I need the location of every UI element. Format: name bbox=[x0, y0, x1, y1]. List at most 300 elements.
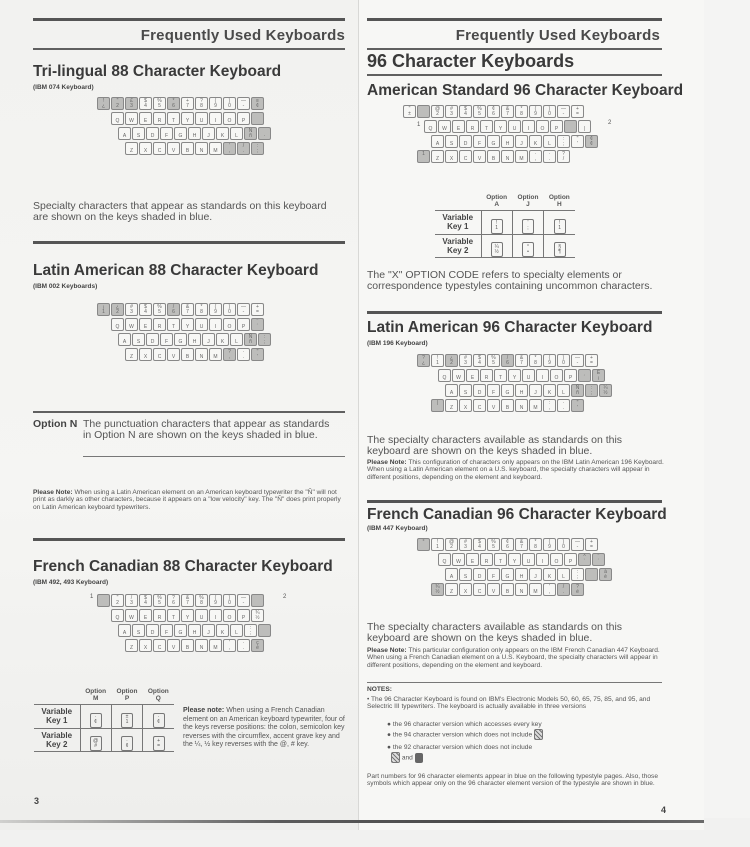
shaded-key: ¼ ½ bbox=[599, 384, 612, 397]
key: Y bbox=[181, 318, 194, 331]
caption: The specialty characters available as standards on this keyboard are shown on the keys shaded in blue. bbox=[367, 434, 623, 457]
key: C bbox=[473, 399, 486, 412]
key: Y bbox=[181, 609, 194, 622]
key: V bbox=[473, 150, 486, 163]
key: K bbox=[529, 135, 542, 148]
key: Y bbox=[508, 553, 521, 566]
key: W bbox=[438, 120, 451, 133]
key: K bbox=[216, 333, 229, 346]
keyboard-row bbox=[125, 142, 264, 155]
key: H bbox=[515, 568, 528, 581]
key: E bbox=[466, 553, 479, 566]
key: % 5 bbox=[487, 538, 500, 551]
page-4 bbox=[358, 0, 704, 830]
key: X bbox=[139, 348, 152, 361]
key: U bbox=[508, 120, 521, 133]
key: F bbox=[473, 135, 486, 148]
key: T bbox=[167, 609, 180, 622]
shaded-key: ¨ ´ bbox=[592, 553, 605, 566]
key: ( 9 bbox=[209, 594, 222, 607]
key: N bbox=[195, 639, 208, 652]
key: & 7 bbox=[515, 354, 528, 367]
key: X bbox=[459, 583, 472, 596]
shaded-key: £ 3 bbox=[125, 97, 138, 110]
key: V bbox=[167, 639, 180, 652]
section-subtitle: (IBM 447 Keyboard) bbox=[367, 525, 428, 532]
key: G bbox=[174, 127, 187, 140]
key: ! 1 bbox=[491, 219, 503, 234]
key: C bbox=[153, 348, 166, 361]
key: Q bbox=[438, 369, 451, 382]
key: * 8 bbox=[195, 303, 208, 316]
shaded-key: ç é bbox=[251, 639, 264, 652]
key: P bbox=[237, 112, 250, 125]
key: A bbox=[118, 333, 131, 346]
key: O bbox=[223, 112, 236, 125]
key: B bbox=[501, 399, 514, 412]
divider bbox=[33, 538, 345, 541]
key: O bbox=[550, 553, 563, 566]
divider bbox=[33, 411, 345, 413]
key: ? 6 bbox=[167, 594, 180, 607]
key: % 5 bbox=[487, 354, 500, 367]
key: T bbox=[494, 553, 507, 566]
key: Y bbox=[508, 369, 521, 382]
row-header: Variable Key 2 bbox=[435, 234, 481, 258]
key: I bbox=[209, 609, 222, 622]
column-header: Option A bbox=[486, 194, 508, 208]
key: · , bbox=[529, 150, 542, 163]
key: H bbox=[188, 127, 201, 140]
key: ( 9 bbox=[543, 538, 556, 551]
shaded-key: ¡ 1 bbox=[97, 303, 110, 316]
key: ? 8 bbox=[195, 97, 208, 110]
shaded-key bbox=[251, 112, 264, 125]
key: F bbox=[487, 384, 500, 397]
key: & 7 bbox=[181, 594, 194, 607]
page-number: 4 bbox=[661, 805, 667, 815]
bullet-item: ● the 92 character version which does not include bbox=[387, 744, 533, 751]
key: " ± bbox=[403, 105, 416, 118]
column-header: Option P bbox=[116, 688, 138, 702]
key: ( 9 bbox=[209, 97, 222, 110]
key: J bbox=[515, 135, 528, 148]
key: % 5 bbox=[153, 594, 166, 607]
key: + = bbox=[585, 538, 598, 551]
key: M bbox=[515, 150, 528, 163]
table-cell bbox=[481, 234, 512, 258]
key: — - bbox=[571, 354, 584, 367]
key: D bbox=[459, 135, 472, 148]
divider bbox=[33, 18, 345, 21]
key: F bbox=[160, 333, 173, 346]
key: P bbox=[237, 609, 250, 622]
divider bbox=[83, 456, 345, 457]
key: + = bbox=[585, 354, 598, 367]
column-header: Option J bbox=[517, 194, 539, 208]
divider bbox=[367, 48, 662, 50]
key: * 8 bbox=[529, 354, 542, 367]
key: $ 4 bbox=[473, 354, 486, 367]
shaded-key: ¢ ¢ bbox=[585, 135, 598, 148]
key: R bbox=[480, 553, 493, 566]
key: P bbox=[237, 318, 250, 331]
key: — - bbox=[237, 594, 250, 607]
divider bbox=[367, 74, 662, 76]
key: ± 1 bbox=[121, 713, 133, 728]
shaded-key bbox=[97, 594, 110, 607]
key: U bbox=[195, 112, 208, 125]
row-header: Variable Key 1 bbox=[435, 211, 481, 235]
key: ? / bbox=[557, 150, 570, 163]
shaded-key: ¨ ´ bbox=[251, 318, 264, 331]
key: @ 2 bbox=[445, 538, 458, 551]
shaded-key: " 2 bbox=[111, 97, 124, 110]
page-bottom-edge bbox=[0, 820, 704, 823]
shaded-key: ? é bbox=[571, 583, 584, 596]
bullet-item: ● the 94 character version which does not include bbox=[387, 729, 677, 740]
key: D bbox=[473, 384, 486, 397]
key: X bbox=[139, 639, 152, 652]
shaded-key: " ' bbox=[571, 399, 584, 412]
key: : ; bbox=[571, 568, 584, 581]
key: ( 9 bbox=[543, 354, 556, 367]
key: " 2 bbox=[111, 594, 124, 607]
key: % 8 bbox=[195, 594, 208, 607]
key: I bbox=[522, 120, 535, 133]
key: Z bbox=[431, 150, 444, 163]
keyboard-row bbox=[118, 127, 271, 140]
footnote-mark: 1 bbox=[417, 122, 421, 128]
table-row bbox=[435, 211, 575, 235]
key: M bbox=[529, 399, 542, 412]
shaded-key: ! ¿ bbox=[97, 97, 110, 110]
shaded-key: · bbox=[258, 127, 271, 140]
key: Q bbox=[424, 120, 437, 133]
key: @ 2 bbox=[431, 105, 444, 118]
key: ¼ ½ bbox=[491, 242, 503, 257]
divider bbox=[33, 48, 345, 50]
key: K bbox=[216, 127, 229, 140]
key: W bbox=[452, 369, 465, 382]
please-note: Please Note: When using a Latin American element on an American keyboard typewriter the "Ñ" will not print as darkly as other characters, because it appears on a "low velocity" key. The "Ñ" does print properly on Latin American keyboard typewriters. bbox=[33, 489, 341, 511]
section-subtitle: (IBM 002 Keyboards) bbox=[33, 283, 98, 290]
key: E bbox=[139, 112, 152, 125]
key: — - bbox=[237, 303, 250, 316]
shaded-key: N ñ bbox=[244, 127, 257, 140]
table-row bbox=[34, 728, 174, 752]
key: V bbox=[487, 583, 500, 596]
table-cell bbox=[80, 728, 111, 752]
divider bbox=[367, 500, 662, 503]
key: N bbox=[515, 583, 528, 596]
key: U bbox=[195, 318, 208, 331]
key: ' , bbox=[223, 639, 236, 652]
key: S bbox=[132, 624, 145, 637]
section-heading: 96 Character Keyboards bbox=[367, 51, 575, 71]
key: · . bbox=[237, 348, 250, 361]
divider bbox=[367, 682, 662, 683]
key: Y bbox=[181, 112, 194, 125]
key: Z bbox=[445, 399, 458, 412]
table-row bbox=[34, 705, 174, 729]
shaded-key: / . bbox=[557, 583, 570, 596]
keyboard-row bbox=[417, 150, 570, 163]
key: I bbox=[536, 369, 549, 382]
key: N bbox=[195, 142, 208, 155]
shaded-key: ° bbox=[417, 538, 430, 551]
key: D bbox=[146, 624, 159, 637]
key: J bbox=[529, 384, 542, 397]
key: O bbox=[223, 609, 236, 622]
table-cell bbox=[143, 705, 174, 729]
row-header: Variable Key 2 bbox=[34, 728, 80, 752]
key: ( 9 bbox=[209, 303, 222, 316]
option-label: Option N bbox=[33, 418, 78, 430]
key: G bbox=[174, 333, 187, 346]
please-note: Please Note: This particular configuration only appears on the IBM French Canadian 447 Keyboard. When using a French Canadian element on a U.S. Keyboard, the specialty characters will appear in different positions, depending on the element and keyboard. bbox=[367, 647, 660, 669]
key: · ¢ bbox=[90, 713, 102, 728]
bullet-continuation: and bbox=[387, 752, 677, 763]
column-header: Option Q bbox=[147, 688, 169, 702]
key: E bbox=[466, 369, 479, 382]
key: Z bbox=[125, 639, 138, 652]
key: J bbox=[529, 568, 542, 581]
table-cell bbox=[80, 705, 111, 729]
shaded-key bbox=[258, 624, 271, 637]
key: L bbox=[557, 568, 570, 581]
key: ) 0 bbox=[223, 594, 236, 607]
shaded-key: Ñ ñ bbox=[244, 333, 257, 346]
shaded-key: : ; bbox=[585, 384, 598, 397]
solid-key-icon bbox=[415, 753, 423, 763]
shaded-key bbox=[564, 120, 577, 133]
key: U bbox=[522, 369, 535, 382]
key: + 7 bbox=[181, 97, 194, 110]
key: $ 4 bbox=[139, 594, 152, 607]
table-cell bbox=[544, 234, 575, 258]
key: B bbox=[181, 142, 194, 155]
key: F bbox=[160, 127, 173, 140]
key: R bbox=[466, 120, 479, 133]
key: R bbox=[480, 369, 493, 382]
row-header: Variable Key 1 bbox=[34, 705, 80, 729]
key: ' , bbox=[543, 583, 556, 596]
key: W bbox=[452, 553, 465, 566]
key: H bbox=[501, 135, 514, 148]
key: I bbox=[209, 318, 222, 331]
key: G bbox=[501, 568, 514, 581]
key: # 3 bbox=[445, 105, 458, 118]
key: S bbox=[459, 568, 472, 581]
key: H bbox=[188, 333, 201, 346]
key: K bbox=[543, 568, 556, 581]
shaded-key: ´ bbox=[578, 369, 591, 382]
key: ¢ 6 bbox=[487, 105, 500, 118]
divider bbox=[367, 311, 662, 314]
key: M bbox=[209, 142, 222, 155]
key: ! 1 bbox=[431, 354, 444, 367]
key: & 7 bbox=[181, 303, 194, 316]
key: L bbox=[543, 135, 556, 148]
key: B bbox=[181, 348, 194, 361]
key: L bbox=[230, 624, 243, 637]
notes-label: NOTES: bbox=[367, 686, 392, 693]
key: ¾ ½ bbox=[251, 609, 264, 622]
key: R bbox=[153, 318, 166, 331]
keyboard-row bbox=[118, 333, 271, 346]
key: · . bbox=[543, 150, 556, 163]
shaded-key: ≡ ¢ bbox=[251, 97, 264, 110]
shaded-key: / . bbox=[237, 142, 250, 155]
keyboard-row bbox=[111, 318, 264, 331]
key: Q bbox=[438, 553, 451, 566]
key: @ # bbox=[90, 736, 102, 751]
shaded-key bbox=[585, 568, 598, 581]
option-text: The punctuation characters that appear as standards in Option N are shown on the keys shaded in blue. bbox=[83, 418, 330, 441]
key: P bbox=[550, 120, 563, 133]
caption: The specialty characters available as standards on this keyboard are shown on the keys shaded in blue. bbox=[367, 621, 623, 644]
key: N bbox=[515, 399, 528, 412]
key: L bbox=[230, 127, 243, 140]
key: ) 0 bbox=[223, 303, 236, 316]
shaded-key: * 6 bbox=[167, 97, 180, 110]
shaded-key: Ñ ñ bbox=[571, 384, 584, 397]
shaded-key bbox=[417, 105, 430, 118]
notes-bullets bbox=[387, 720, 677, 763]
key: ¢ 6 bbox=[501, 538, 514, 551]
key: R bbox=[153, 112, 166, 125]
key: + = bbox=[153, 736, 165, 751]
key: # 3 bbox=[459, 538, 472, 551]
shaded-key: ¾ ½ bbox=[431, 583, 444, 596]
key: & 7 bbox=[515, 538, 528, 551]
key: ! 1 bbox=[431, 538, 444, 551]
keyboard-row bbox=[431, 583, 584, 596]
key: I bbox=[209, 112, 222, 125]
key: P bbox=[564, 553, 577, 566]
key: + = bbox=[571, 105, 584, 118]
section-subtitle: (IBM 074 Keyboard) bbox=[33, 84, 94, 91]
key: $ 4 bbox=[139, 303, 152, 316]
key: C bbox=[473, 583, 486, 596]
key: T bbox=[167, 112, 180, 125]
key: $ 4 bbox=[139, 97, 152, 110]
key: ) 0 bbox=[223, 97, 236, 110]
keyboard-row bbox=[438, 369, 605, 382]
key: R bbox=[153, 609, 166, 622]
key: S bbox=[132, 333, 145, 346]
key: S bbox=[459, 384, 472, 397]
shaded-key: ? , bbox=[223, 348, 236, 361]
key: — - bbox=[237, 97, 250, 110]
key: M bbox=[209, 639, 222, 652]
key: V bbox=[167, 142, 180, 155]
key: ' ; bbox=[522, 219, 534, 234]
shaded-key: à è bbox=[599, 568, 612, 581]
key: Z bbox=[125, 142, 138, 155]
section-title: French Canadian 88 Character Keyboard bbox=[33, 558, 333, 575]
keyboard-row bbox=[97, 97, 264, 110]
key: K bbox=[543, 384, 556, 397]
key: A bbox=[118, 624, 131, 637]
shaded-key bbox=[251, 594, 264, 607]
section-subtitle: (IBM 196 Keyboard) bbox=[367, 340, 428, 347]
key: / 3 bbox=[125, 594, 138, 607]
key: : ; bbox=[244, 624, 257, 637]
key: D bbox=[146, 333, 159, 346]
table-row bbox=[435, 234, 575, 258]
notes-intro: • The 96 Character Keyboard is found on IBM's Electronic Models 50, 60, 65, 75, 85, and 95, and Selectric III typewriters. The keyboard is actually available in three versions bbox=[367, 696, 651, 711]
keyboard-row bbox=[445, 568, 612, 581]
key: Y bbox=[494, 120, 507, 133]
option-table bbox=[435, 194, 575, 258]
key: B bbox=[487, 150, 500, 163]
key: K bbox=[216, 624, 229, 637]
hatched-key-icon bbox=[534, 729, 543, 740]
key: F bbox=[487, 568, 500, 581]
key: V bbox=[487, 399, 500, 412]
keyboard-row bbox=[97, 594, 264, 607]
key: T bbox=[494, 369, 507, 382]
key: N bbox=[195, 348, 208, 361]
key: O bbox=[536, 120, 549, 133]
key: M bbox=[209, 348, 222, 361]
keyboard-row bbox=[431, 399, 584, 412]
key: — - bbox=[571, 538, 584, 551]
key: A bbox=[445, 568, 458, 581]
option-table bbox=[34, 688, 174, 752]
key: * 8 bbox=[529, 538, 542, 551]
divider bbox=[367, 18, 662, 21]
table-cell bbox=[111, 728, 142, 752]
key: $ 4 bbox=[459, 105, 472, 118]
page-header: Frequently Used Keyboards bbox=[140, 27, 345, 44]
key: X bbox=[459, 399, 472, 412]
page-header: Frequently Used Keyboards bbox=[455, 27, 660, 44]
table-cell bbox=[481, 211, 512, 235]
footnote-mark: 2 bbox=[608, 120, 612, 126]
keyboard-row bbox=[403, 105, 584, 118]
keyboard-row bbox=[125, 348, 264, 361]
footnote-mark: 1 bbox=[90, 594, 94, 600]
key: — - bbox=[557, 105, 570, 118]
key: * 8 bbox=[515, 105, 528, 118]
key: G bbox=[174, 624, 187, 637]
key: E bbox=[139, 318, 152, 331]
key: Z bbox=[125, 348, 138, 361]
hatched-key-icon bbox=[391, 752, 400, 763]
key: Q bbox=[111, 318, 124, 331]
key: N bbox=[501, 150, 514, 163]
key: % 5 bbox=[153, 97, 166, 110]
key: " ' bbox=[571, 135, 584, 148]
key: U bbox=[195, 609, 208, 622]
caption: The "X" OPTION CODE refers to specialty elements or correspondence typestyles containing uncommon characters. bbox=[367, 269, 653, 292]
section-title: Latin American 88 Character Keyboard bbox=[33, 262, 319, 279]
key: % 5 bbox=[473, 105, 486, 118]
key: A bbox=[431, 135, 444, 148]
keyboard-row bbox=[445, 384, 612, 397]
key: F bbox=[160, 624, 173, 637]
key: J bbox=[202, 333, 215, 346]
key: % 5 bbox=[153, 303, 166, 316]
key: D bbox=[473, 568, 486, 581]
key: ! 1 bbox=[554, 219, 566, 234]
shaded-key: É ¡ bbox=[592, 369, 605, 382]
key: Q bbox=[111, 112, 124, 125]
key: $ 4 bbox=[473, 538, 486, 551]
